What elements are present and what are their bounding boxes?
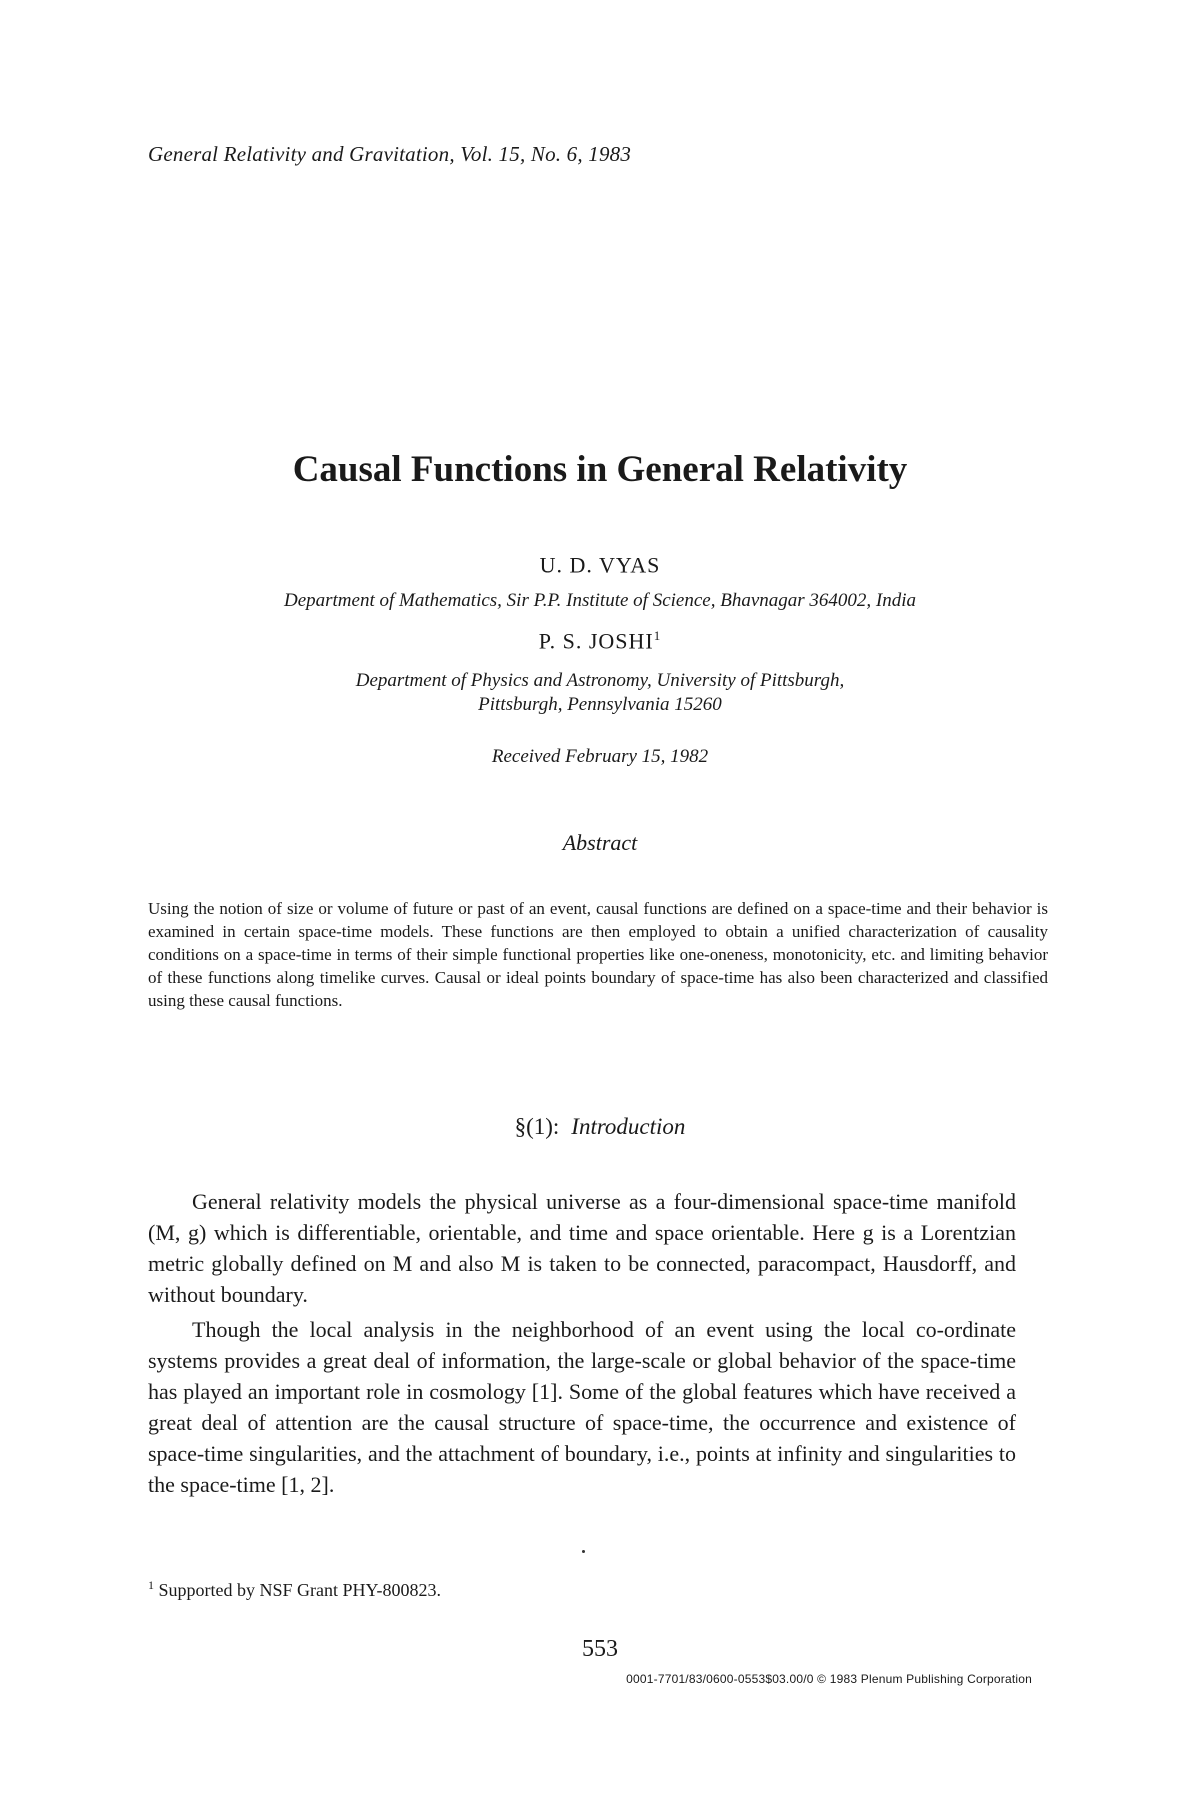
author-affiliation: Department of Mathematics, Sir P.P. Institute of Science, Bhavnagar 364002, India — [283, 590, 917, 611]
body-paragraph: General relativity models the physical universe as a four-dimensional space-time manifold (M, g) which is differentiable, orientable, and time and space orientable. Here g is a Lorentzian metric globally defined on M and also M is taken to be connected, paracompact, Hausdorff, and without boundary. — [148, 1189, 1016, 1307]
author-name — [0, 548, 1200, 578]
footnote-mark: 1 — [148, 1578, 154, 1592]
section-number: §(1): — [514, 1114, 560, 1139]
abstract-text: Using the notion of size or volume of future or past of an event, causal functions are defined on a space-time and their behavior is examined in certain space-time models. These functions are then employed to obtain a unified characterization of causality conditions on a space-time in terms of their simple functional properties like one-oneness, monotonicity, etc. and limiting behavior of these functions along timelike curves. Causal or ideal points boundary of space-time has also been characterized and classified using these causal functions. — [148, 899, 1048, 1010]
author-affiliation: Pittsburgh, Pennsylvania 15260 — [478, 694, 722, 715]
author-name-text: U. D. VYAS — [539, 552, 661, 578]
author-name — [0, 628, 1200, 654]
author-name-text: P. S. JOSHI — [538, 628, 654, 654]
author-footnote-mark: 1 — [653, 628, 662, 643]
received-date: Received February 15, 1982 — [491, 746, 709, 767]
abstract-heading: Abstract — [562, 830, 638, 855]
journal-header: General Relativity and Gravitation, Vol. 15, No. 6, 1983 — [148, 142, 632, 166]
copyright-line: 0001-7701/83/0600-0553$03.00/0 © 1983 Plenum Publishing Corporation — [626, 1672, 1032, 1686]
footnote — [148, 1578, 441, 1601]
scan-speck — [582, 1550, 585, 1553]
footnote-text: Supported by NSF Grant PHY-800823. — [158, 1580, 442, 1600]
body-paragraph: Though the local analysis in the neighborhood of an event using the local co-ordinate systems provides a great deal of information, the large-scale or global behavior of the space-time has played an important role in cosmology [1]. Some of the global features which have received a great deal of attention are the causal structure of space-time, the occurrence and existence of space-time singularities, and the attachment of boundary, i.e., points at infinity and singularities to the space-time [1, 2]. — [148, 1317, 1016, 1497]
author-affiliation: Department of Physics and Astronomy, University of Pittsburgh, — [355, 670, 845, 691]
paper-title: Causal Functions in General Relativity — [292, 449, 908, 490]
section-title: Introduction — [571, 1114, 686, 1139]
section-heading — [0, 1114, 1200, 1140]
page-number: 553 — [582, 1636, 618, 1662]
